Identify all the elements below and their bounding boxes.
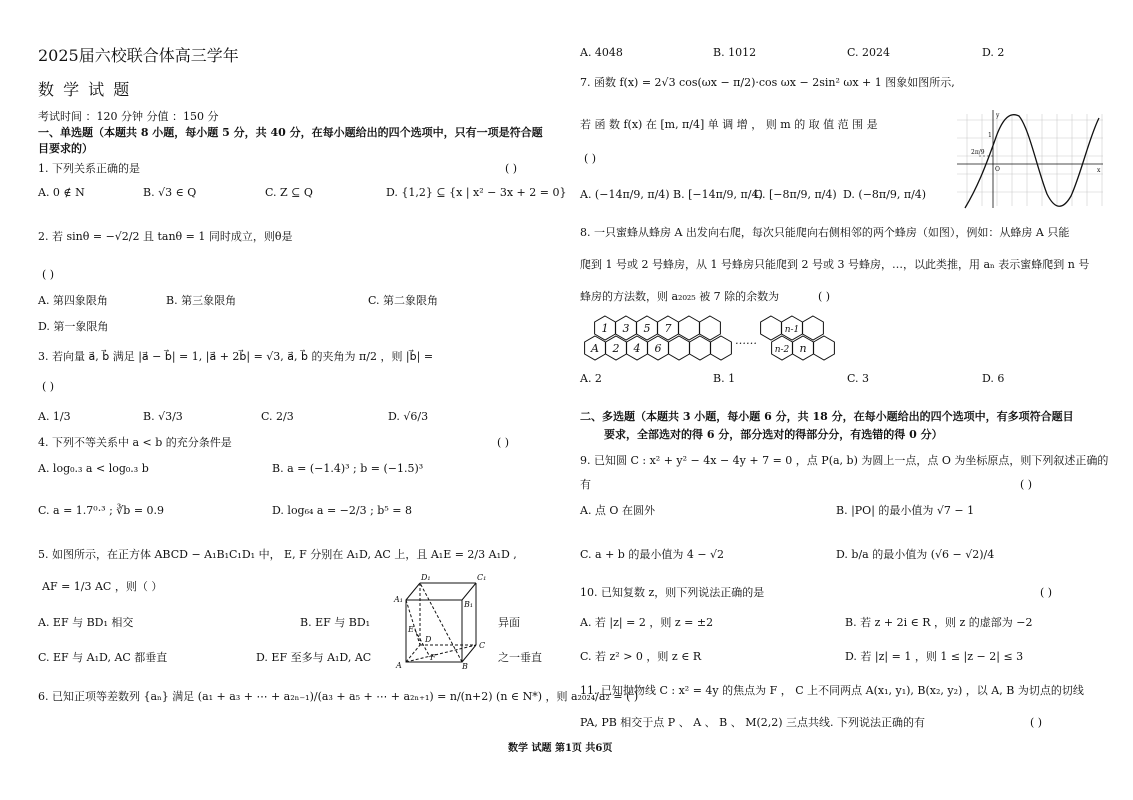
cube-label-f: F [430, 653, 436, 662]
exam-title: 2025届六校联合体高三学年 [38, 46, 239, 65]
q8-stem-2: 爬到 1 号或 2 号蜂房，从 1 号蜂房只能爬到 2 号或 3 号蜂房，…，以此类推，用 aₙ 表示蜜蜂爬到 n 号 [580, 258, 1090, 271]
hex-label: 2 [612, 342, 620, 355]
hex-label: 4 [633, 342, 641, 355]
hex-ellipsis: …… [735, 334, 757, 347]
honeycomb-diagram [578, 312, 840, 368]
section1-heading-2: 目要求的） [38, 142, 93, 155]
cube-label-c: C [479, 641, 486, 650]
cube-label-b: B [462, 662, 468, 670]
cube-label-b1: B₁ [464, 600, 474, 609]
function-graph [955, 108, 1105, 212]
q4-option-b: B. a = (−1.4)³ ; b = (−1.5)³ [272, 462, 424, 475]
q6-option-d: D. 2 [982, 46, 1005, 59]
q8-option-a: A. 2 [580, 372, 602, 385]
q1-option-b: B. √3 ∈ Q [143, 186, 197, 199]
q4-option-c: C. a = 1.7⁰·³ ; ∛b = 0.9 [38, 504, 165, 517]
q2-option-d: D. 第一象限角 [38, 320, 109, 333]
hex-label: 1 [601, 322, 609, 335]
q10-option-d: D. 若 |z| = 1 ，则 1 ≤ |z − 2| ≤ 3 [845, 650, 1024, 663]
cube-label-d1: D₁ [421, 573, 431, 582]
q1-option-a: A. 0 ∉ N [38, 186, 85, 199]
q3-blank: ( ) [42, 380, 55, 393]
q2-stem: 2. 若 sinθ = −√2/2 且 tanθ = 1 同时成立，则θ是 [38, 230, 293, 243]
q10-option-b: B. 若 z + 2i ∈ R ，则 z 的虚部为 −2 [845, 616, 1033, 629]
q7-stem: 7. 函数 f(x) = 2√3 cos(ωx − π/2)·cos ωx − 2sin² ωx + 1 图象如图所示, [580, 76, 955, 89]
graph-label-origin: O [995, 166, 1000, 173]
cube-diagram [392, 570, 496, 670]
q3-option-c: C. 2/3 [261, 410, 294, 423]
q6-option-b: B. 1012 [713, 46, 757, 59]
q8-stem: 8. 一只蜜蜂从蜂房 A 出发向右爬，每次只能爬向右侧相邻的两个蜂房（如图），例如：从蜂房 A 只能 [580, 226, 1070, 239]
hex-label: A [591, 342, 599, 355]
q8-option-d: D. 6 [982, 372, 1005, 385]
q7-option-a: A. (−14π/9, π/4) [580, 188, 670, 201]
q4-option-a: A. log₀.₃ a < log₀.₃ b [38, 462, 149, 475]
q1-blank: ( ) [505, 162, 518, 175]
hex-label: 5 [643, 322, 651, 335]
q2-blank: ( ) [42, 268, 55, 281]
q10-option-c: C. 若 z² > 0 ，则 z ∈ R [580, 650, 702, 663]
q2-option-c: C. 第二象限角 [368, 294, 439, 307]
q1-option-c: C. Z ⊆ Q [265, 186, 313, 199]
cube-label-a: A [396, 661, 402, 670]
q5-option-a: A. EF 与 BD₁ 相交 [38, 616, 134, 629]
q4-option-d: D. log₆₄ a = −2/3 ; b⁵ = 8 [272, 504, 412, 517]
q7-blank: ( ) [584, 152, 597, 165]
hex-label: 6 [654, 342, 662, 355]
q3-option-b: B. √3/3 [143, 410, 183, 423]
q9-stem: 9. 已知圆 C : x² + y² − 4x − 4y + 7 = 0 ，点 P(a, b) 为圆上一点，点 O 为坐标原点，则下列叙述正确的 [580, 454, 1109, 467]
q10-blank: ( ) [1040, 586, 1053, 599]
q6-stem: 6. 已知正项等差数列 {aₙ} 满足 (a₁ + a₃ + ⋯ + a₂ₙ₋₁)/(a₃ + a₅ + ⋯ + a₂ₙ₊₁) = n/(n+2) (n ∈ N*) ，则 a₂₀₂₄/a₂ = ( ) [38, 690, 639, 703]
q9-option-b: B. |PO| 的最小值为 √7 − 1 [836, 504, 975, 517]
q5-stem-2: AF = 1/3 AC ，则（ ） [42, 580, 163, 593]
hex-label: n [799, 342, 807, 355]
section2-heading: 二、多选题（本题共 3 小题，每小题 6 分，共 18 分，在每小题给出的四个选项中，有多项符合题目 [580, 410, 1074, 423]
hex-label: n-1 [784, 325, 800, 335]
q11-stem-2: PA, PB 相交于点 P 、 A 、 B 、 M(2,2) 三点共线. 下列说法正确的有 [580, 716, 926, 729]
q8-option-b: B. 1 [713, 372, 736, 385]
section1-heading: 一、单选题（本题共 8 小题，每小题 5 分，共 40 分，在每小题给出的四个选项中，只有一项是符合题 [38, 126, 543, 139]
q9-blank: ( ) [1020, 478, 1033, 491]
graph-label-y: y [996, 112, 1000, 119]
q5-option-b-tail: 异面 [498, 616, 520, 629]
q5-option-b: B. EF 与 BD₁ [300, 616, 371, 629]
exam-info: 考试时间 ：120 分钟 分值 ：150 分 [38, 110, 219, 123]
q9-option-a: A. 点 O 在圆外 [580, 504, 655, 517]
graph-label-one: 1 [988, 132, 992, 139]
q6-option-a: A. 4048 [580, 46, 623, 59]
q4-stem: 4. 下列不等关系中 a < b 的充分条件是 [38, 436, 232, 449]
q11-blank: ( ) [1030, 716, 1043, 729]
section2-heading-2: 要求，全部选对的得 6 分，部分选对的得部分分，有选错的得 0 分） [604, 428, 943, 441]
page-footer: 数学 试题 第1页 共6页 [508, 743, 613, 754]
q5-option-d: D. EF 至多与 A₁D, AC [256, 651, 372, 664]
q10-stem: 10. 已知复数 z，则下列说法正确的是 [580, 586, 765, 599]
hex-label: n-2 [774, 345, 790, 355]
hex-label: 3 [622, 322, 630, 335]
q7-option-c: C. [−8π/9, π/4) [754, 188, 837, 201]
q3-option-d: D. √6/3 [388, 410, 429, 423]
q9-option-d: D. b/a 的最小值为 (√6 − √2)/4 [836, 548, 995, 561]
q5-option-c: C. EF 与 A₁D, AC 都垂直 [38, 651, 168, 664]
hex-label: 7 [664, 322, 672, 335]
q6-option-c: C. 2024 [847, 46, 891, 59]
q7-stem-2: 若 函 数 f(x) 在 [m, π/4] 单 调 增 ， 则 m 的 取 值 范 围 是 [580, 118, 878, 131]
cube-label-d: D [425, 635, 432, 644]
graph-label-x: x [1097, 167, 1101, 174]
q9-option-c: C. a + b 的最小值为 4 − √2 [580, 548, 725, 561]
cube-label-e: E [408, 625, 414, 634]
q9-stem-2: 有 [580, 478, 591, 491]
graph-label-2pi9: 2π/9 [971, 149, 985, 156]
q5-stem: 5. 如图所示，在正方体 ABCD − A₁B₁C₁D₁ 中， E, F 分别在 A₁D, AC 上，且 A₁E = 2/3 A₁D , [38, 548, 517, 561]
q7-option-d: D. (−8π/9, π/4) [843, 188, 927, 201]
q1-option-d: D. {1,2} ⊆ {x | x² − 3x + 2 = 0} [386, 186, 567, 199]
cube-label-a1: A₁ [394, 595, 403, 604]
q8-stem-3: 蜂房的方法数，则 a₂₀₂₅ 被 7 除的余数为 [580, 290, 780, 303]
cube-label-c1: C₁ [477, 573, 487, 582]
q1-stem: 1. 下列关系正确的是 [38, 162, 140, 175]
q8-option-c: C. 3 [847, 372, 870, 385]
q3-stem: 3. 若向量 a⃗, b⃗ 满足 |a⃗ − b⃗| = 1, |a⃗ + 2b⃗| = √3, a⃗, b⃗ 的夹角为 π/2 ，则 |b⃗| = [38, 350, 434, 363]
q11-stem: 11. 已知抛物线 C : x² = 4y 的焦点为 F ， C 上不同两点 A(x₁, y₁), B(x₂, y₂) ，以 A, B 为切点的切线 [580, 684, 1084, 697]
q2-option-a: A. 第四象限角 [38, 294, 108, 307]
q8-blank: ( ) [818, 290, 831, 303]
q7-option-b: B. [−14π/9, π/4) [673, 188, 763, 201]
exam-subject: 数 学 试 题 [38, 80, 132, 99]
q4-blank: ( ) [497, 436, 510, 449]
q10-option-a: A. 若 |z| = 2 ，则 z = ±2 [580, 616, 714, 629]
q3-option-a: A. 1/3 [38, 410, 71, 423]
q2-option-b: B. 第三象限角 [166, 294, 237, 307]
q5-option-d-tail: 之一垂直 [498, 651, 542, 664]
